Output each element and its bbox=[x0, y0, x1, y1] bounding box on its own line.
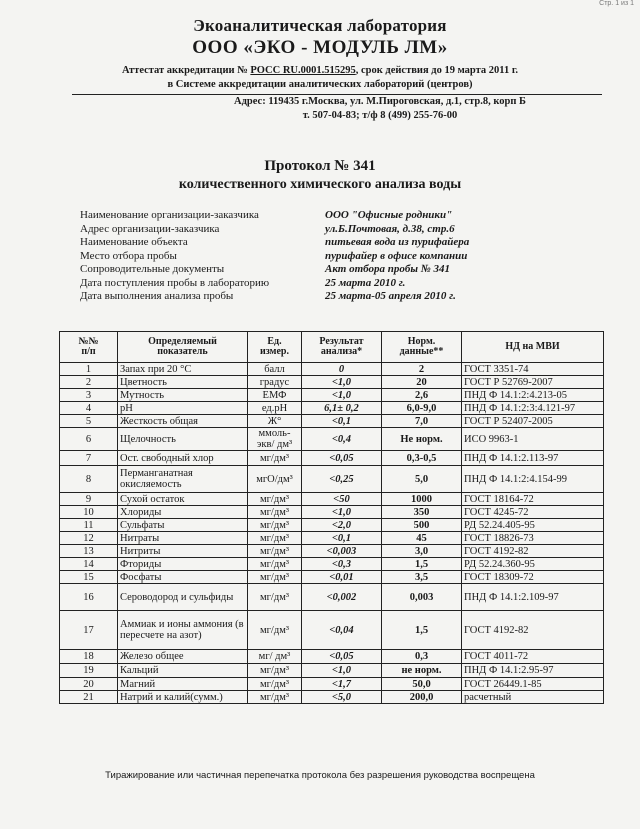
header-norm bbox=[382, 332, 462, 363]
row-unit: ЕМФ bbox=[248, 389, 302, 402]
table-row bbox=[60, 493, 604, 506]
row-unit: мг/дм³ bbox=[248, 545, 302, 558]
info-row bbox=[80, 277, 600, 291]
row-unit: мг/дм³ bbox=[248, 691, 302, 704]
row-norm: 2 bbox=[382, 363, 462, 376]
row-number: 16 bbox=[60, 584, 118, 611]
row-parameter: Железо общее bbox=[118, 650, 248, 664]
row-norm: 45 bbox=[382, 532, 462, 545]
row-unit: мг/дм³ bbox=[248, 493, 302, 506]
row-parameter: Нитраты bbox=[118, 532, 248, 545]
row-unit: градус bbox=[248, 376, 302, 389]
info-value: ул.Б.Почтовая, д.38, стр.6 bbox=[325, 222, 455, 235]
row-parameter: Цветность bbox=[118, 376, 248, 389]
page-corner-mark: Стр. 1 из 1 bbox=[599, 0, 634, 7]
row-unit: ммоль-экв/ дм³ bbox=[248, 428, 302, 451]
row-norm: не норм. bbox=[382, 664, 462, 678]
table-row bbox=[60, 415, 604, 428]
row-unit: мг/дм³ bbox=[248, 678, 302, 691]
row-method: ГОСТ 18164-72 bbox=[462, 493, 604, 506]
row-unit: мг/дм³ bbox=[248, 519, 302, 532]
row-result: <0,01 bbox=[302, 571, 382, 584]
row-norm: 1,5 bbox=[382, 558, 462, 571]
row-result: 0 bbox=[302, 363, 382, 376]
row-unit: Ж° bbox=[248, 415, 302, 428]
row-number: 4 bbox=[60, 402, 118, 415]
table-row bbox=[60, 545, 604, 558]
info-row bbox=[80, 223, 600, 237]
row-number: 14 bbox=[60, 558, 118, 571]
row-number: 21 bbox=[60, 691, 118, 704]
row-norm: 1000 bbox=[382, 493, 462, 506]
row-parameter: Перманганатная окисляемость bbox=[118, 466, 248, 493]
info-label: Дата выполнения анализа пробы bbox=[80, 290, 234, 302]
accreditation-prefix: Аттестат аккредитации № bbox=[121, 65, 251, 76]
row-unit: балл bbox=[248, 363, 302, 376]
organization-name: ООО «ЭКО - МОДУЛЬ ЛМ» bbox=[192, 37, 448, 58]
row-norm: 5,0 bbox=[382, 466, 462, 493]
table-row bbox=[60, 451, 604, 466]
row-unit: мгО/дм³ bbox=[248, 466, 302, 493]
row-parameter: Натрий и калий(сумм.) bbox=[118, 691, 248, 704]
info-label: Дата поступления пробы в лабораторию bbox=[80, 276, 270, 289]
header-unit-line1: Ед. bbox=[267, 336, 282, 347]
row-number: 9 bbox=[60, 493, 118, 506]
row-method: ГОСТ Р 52769-2007 bbox=[462, 376, 604, 389]
row-method: ГОСТ 26449.1-85 bbox=[462, 678, 604, 691]
row-number: 13 bbox=[60, 545, 118, 558]
row-parameter: Жесткость общая bbox=[118, 415, 248, 428]
header-number-line2: п/п bbox=[81, 346, 96, 357]
lab-address: Адрес: 119435 г.Москва, ул. М.Пироговская, д.1, стр.8, корп Б bbox=[234, 96, 526, 107]
row-number: 19 bbox=[60, 664, 118, 678]
row-method: ГОСТ 4011-72 bbox=[462, 650, 604, 664]
accreditation-suffix: , срок действия до 19 марта 2011 г. bbox=[355, 65, 519, 76]
row-unit: мг/дм³ bbox=[248, 611, 302, 650]
row-norm: 2,6 bbox=[382, 389, 462, 402]
row-parameter: Кальций bbox=[118, 664, 248, 678]
header-unit bbox=[248, 332, 302, 363]
row-unit: мг/дм³ bbox=[248, 664, 302, 678]
row-number: 5 bbox=[60, 415, 118, 428]
row-parameter: Хлориды bbox=[118, 506, 248, 519]
row-number: 10 bbox=[60, 506, 118, 519]
row-method: ПНД Ф 14.1:2:3:4.121-97 bbox=[462, 402, 604, 415]
header-result bbox=[302, 332, 382, 363]
row-method: ПНД Ф 14.1:2.95-97 bbox=[462, 664, 604, 678]
row-result: <0,4 bbox=[302, 428, 382, 451]
row-norm: 0,3 bbox=[382, 650, 462, 664]
row-method: ПНД Ф 14.1:2.113-97 bbox=[462, 451, 604, 466]
row-norm: 1,5 bbox=[382, 611, 462, 650]
info-row bbox=[80, 290, 600, 304]
protocol-title: Протокол № 341 bbox=[264, 158, 376, 174]
row-result: <0,1 bbox=[302, 532, 382, 545]
row-norm: 0,3-0,5 bbox=[382, 451, 462, 466]
row-method: ГОСТ 4192-82 bbox=[462, 545, 604, 558]
row-unit: мг/дм³ bbox=[248, 506, 302, 519]
table-row bbox=[60, 584, 604, 611]
table-row bbox=[60, 532, 604, 545]
header-number-line1: №№ bbox=[78, 336, 99, 347]
analysis-results-table bbox=[59, 331, 604, 704]
row-number: 7 bbox=[60, 451, 118, 466]
row-method: ПНД Ф 14.1:2.109-97 bbox=[462, 584, 604, 611]
row-parameter: Магний bbox=[118, 678, 248, 691]
header-norm-line2: данные** bbox=[399, 346, 444, 357]
header-parameter-line2: показатель bbox=[157, 346, 208, 357]
row-parameter: Сульфаты bbox=[118, 519, 248, 532]
results-body bbox=[60, 363, 604, 704]
row-result: <0,1 bbox=[302, 415, 382, 428]
row-method: РД 52.24.360-95 bbox=[462, 558, 604, 571]
row-number: 12 bbox=[60, 532, 118, 545]
row-norm: 20 bbox=[382, 376, 462, 389]
row-method: ГОСТ 18309-72 bbox=[462, 571, 604, 584]
row-result: <1,0 bbox=[302, 664, 382, 678]
table-row bbox=[60, 389, 604, 402]
table-row bbox=[60, 611, 604, 650]
row-parameter: Ост. свободный хлор bbox=[118, 451, 248, 466]
row-parameter: Фосфаты bbox=[118, 571, 248, 584]
row-norm: 3,0 bbox=[382, 545, 462, 558]
row-result: <50 bbox=[302, 493, 382, 506]
row-number: 15 bbox=[60, 571, 118, 584]
info-label: Сопроводительные документы bbox=[80, 263, 225, 275]
row-method: ГОСТ 3351-74 bbox=[462, 363, 604, 376]
info-label: Наименование объекта bbox=[80, 236, 188, 248]
table-row bbox=[60, 402, 604, 415]
row-unit: мг/дм³ bbox=[248, 532, 302, 545]
table-row bbox=[60, 691, 604, 704]
row-norm: 500 bbox=[382, 519, 462, 532]
table-row bbox=[60, 678, 604, 691]
info-row bbox=[80, 209, 600, 223]
accreditation-number: РОСС RU.0001.515295 bbox=[250, 65, 356, 76]
info-row bbox=[80, 263, 600, 277]
row-method: ГОСТ 18826-73 bbox=[462, 532, 604, 545]
table-row bbox=[60, 519, 604, 532]
table-row bbox=[60, 571, 604, 584]
protocol-subtitle: количественного химического анализа воды bbox=[178, 177, 462, 192]
accreditation-system: в Системе аккредитации аналитических лабораторий (центров) bbox=[167, 79, 473, 90]
row-method: РД 52.24.405-95 bbox=[462, 519, 604, 532]
row-result: <1,7 bbox=[302, 678, 382, 691]
row-parameter: Мутность bbox=[118, 389, 248, 402]
row-result: 6,1± 0,2 bbox=[302, 402, 382, 415]
row-number: 3 bbox=[60, 389, 118, 402]
table-row bbox=[60, 650, 604, 664]
sample-info-block bbox=[80, 209, 600, 304]
table-row bbox=[60, 506, 604, 519]
row-method: ПНД Ф 14.1:2:4.213-05 bbox=[462, 389, 604, 402]
lab-phone: т. 507-04-83; т/ф 8 (499) 255-76-00 bbox=[302, 110, 458, 121]
header-result-line1: Результат bbox=[319, 336, 364, 347]
accreditation-line bbox=[0, 65, 640, 76]
row-norm: 0,003 bbox=[382, 584, 462, 611]
row-result: <1,0 bbox=[302, 506, 382, 519]
info-value: 25 марта-05 апреля 2010 г. bbox=[325, 290, 456, 302]
row-parameter: pH bbox=[118, 402, 248, 415]
table-row bbox=[60, 376, 604, 389]
row-parameter: Запах при 20 °С bbox=[118, 363, 248, 376]
row-norm: 7,0 bbox=[382, 415, 462, 428]
row-method: ИСО 9963-1 bbox=[462, 428, 604, 451]
row-method: ГОСТ Р 52407-2005 bbox=[462, 415, 604, 428]
row-result: <5,0 bbox=[302, 691, 382, 704]
row-norm: 200,0 bbox=[382, 691, 462, 704]
table-header-row bbox=[60, 332, 604, 363]
info-value: Акт отбора пробы № 341 bbox=[325, 263, 451, 275]
row-norm: Не норм. bbox=[382, 428, 462, 451]
row-number: 17 bbox=[60, 611, 118, 650]
header-divider bbox=[72, 94, 602, 95]
row-result: <0,003 bbox=[302, 545, 382, 558]
info-row bbox=[80, 236, 600, 250]
row-number: 11 bbox=[60, 519, 118, 532]
row-unit: ед.pH bbox=[248, 402, 302, 415]
table-row bbox=[60, 558, 604, 571]
row-number: 6 bbox=[60, 428, 118, 451]
row-parameter: Нитриты bbox=[118, 545, 248, 558]
row-parameter: Фториды bbox=[118, 558, 248, 571]
row-result: <0,25 bbox=[302, 466, 382, 493]
header-parameter-line1: Определяемый bbox=[148, 336, 217, 347]
header-result-line2: анализа* bbox=[320, 346, 363, 357]
row-result: <0,05 bbox=[302, 451, 382, 466]
lab-name: Экоаналитическая лаборатория bbox=[193, 16, 447, 35]
row-result: <2,0 bbox=[302, 519, 382, 532]
row-number: 8 bbox=[60, 466, 118, 493]
row-parameter: Сухой остаток bbox=[118, 493, 248, 506]
row-unit: мг/дм³ bbox=[248, 451, 302, 466]
row-unit: мг/ дм³ bbox=[248, 650, 302, 664]
row-unit: мг/дм³ bbox=[248, 571, 302, 584]
row-norm: 350 bbox=[382, 506, 462, 519]
table-row bbox=[60, 363, 604, 376]
header-norm-line1: Норм. bbox=[407, 336, 436, 347]
info-row bbox=[80, 250, 600, 264]
row-unit: мг/дм³ bbox=[248, 584, 302, 611]
row-method: ПНД Ф 14.1:2:4.154-99 bbox=[462, 466, 604, 493]
row-result: <1,0 bbox=[302, 376, 382, 389]
row-result: <1,0 bbox=[302, 389, 382, 402]
row-number: 18 bbox=[60, 650, 118, 664]
info-value: питьевая вода из пурифайера bbox=[325, 236, 470, 248]
row-unit: мг/дм³ bbox=[248, 558, 302, 571]
row-result: <0,04 bbox=[302, 611, 382, 650]
info-label: Место отбора пробы bbox=[80, 249, 177, 262]
row-norm: 6,0-9,0 bbox=[382, 402, 462, 415]
info-value: ООО "Офисные родники" bbox=[325, 209, 453, 221]
row-parameter: Щелочность bbox=[118, 428, 248, 451]
header-parameter bbox=[118, 332, 248, 363]
info-value: 25 марта 2010 г. bbox=[325, 276, 406, 289]
row-result: <0,3 bbox=[302, 558, 382, 571]
row-parameter: Сероводород и сульфиды bbox=[118, 584, 248, 611]
copyright-notice: Тиражирование или частичная перепечатка протокола без разрешения руководства воспрещена bbox=[105, 770, 535, 781]
info-value: пурифайер в офисе компании bbox=[325, 249, 468, 262]
row-result: <0,002 bbox=[302, 584, 382, 611]
row-result: <0,05 bbox=[302, 650, 382, 664]
row-number: 1 bbox=[60, 363, 118, 376]
header-unit-line2: измер. bbox=[260, 346, 289, 357]
info-label: Наименование организации-заказчика bbox=[80, 209, 259, 221]
row-norm: 3,5 bbox=[382, 571, 462, 584]
row-number: 20 bbox=[60, 678, 118, 691]
header-number bbox=[60, 332, 118, 363]
table-row bbox=[60, 664, 604, 678]
table-row bbox=[60, 466, 604, 493]
table-row bbox=[60, 428, 604, 451]
row-number: 2 bbox=[60, 376, 118, 389]
row-parameter: Аммиак и ионы аммония (в пересчете на азот) bbox=[118, 611, 248, 650]
row-method: ГОСТ 4192-82 bbox=[462, 611, 604, 650]
header-nd: НД на МВИ bbox=[462, 332, 604, 363]
info-label: Адрес организации-заказчика bbox=[80, 222, 220, 235]
row-method: ГОСТ 4245-72 bbox=[462, 506, 604, 519]
row-method: расчетный bbox=[462, 691, 604, 704]
row-norm: 50,0 bbox=[382, 678, 462, 691]
